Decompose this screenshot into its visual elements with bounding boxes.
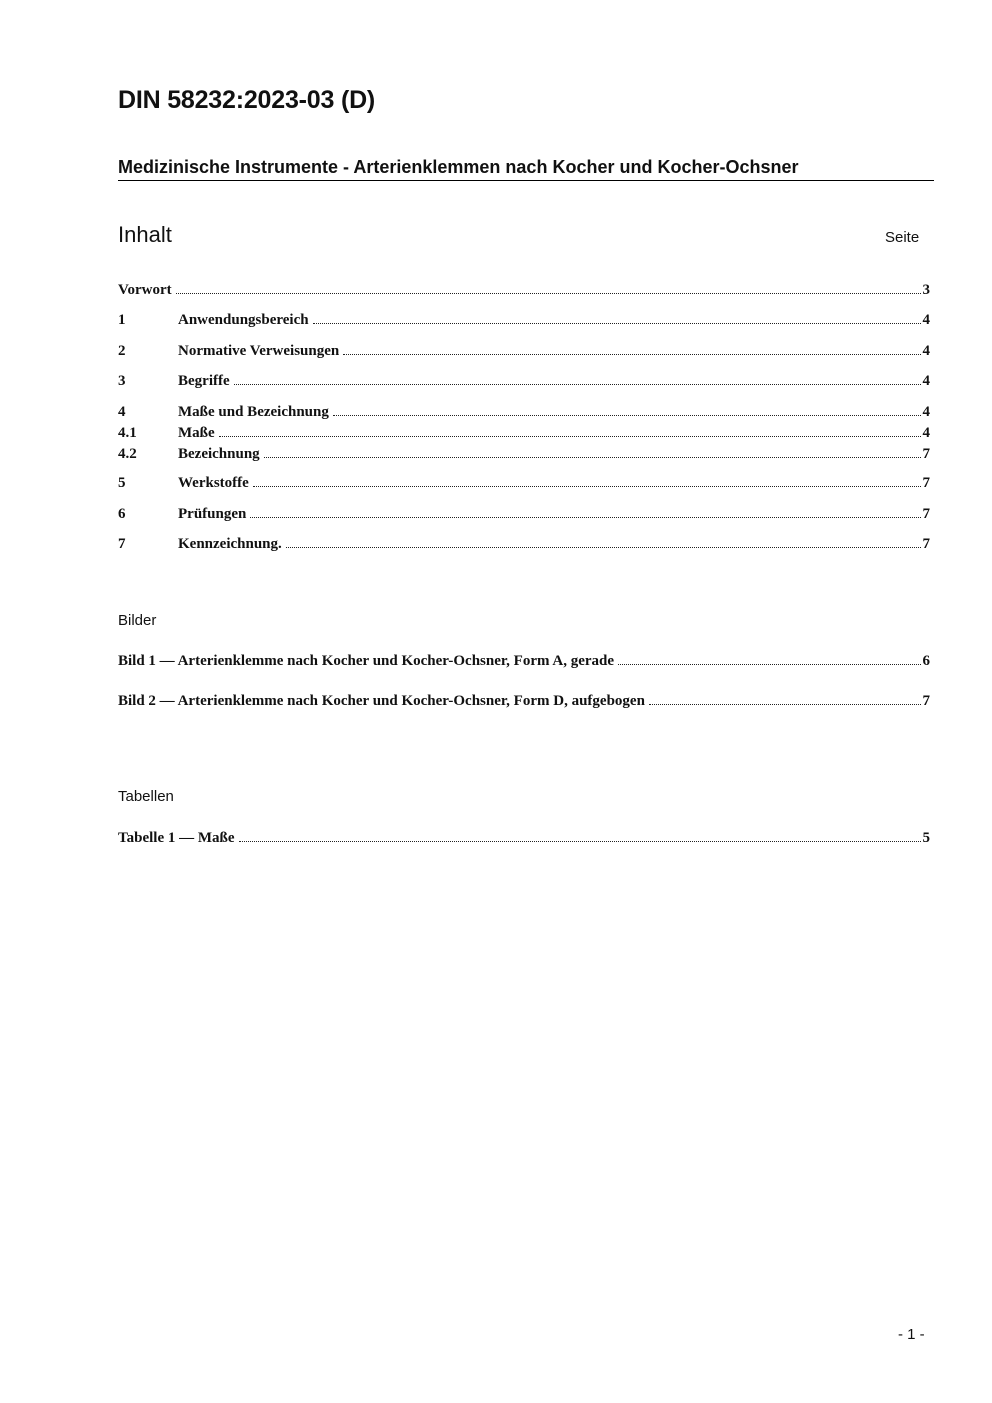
- toc-entry-number: 4.2: [118, 446, 137, 462]
- figure-entry[interactable]: [118, 652, 930, 670]
- toc-entry[interactable]: [118, 403, 930, 421]
- dot-leader: [286, 546, 921, 548]
- toc-entry-number: 4.1: [118, 425, 137, 441]
- toc-entry-title: Anwendungsbereich: [178, 312, 309, 328]
- figure-entry-title: Bild 2 — Arterienklemme nach Kocher und Kocher-Ochsner, Form D, aufgebogen: [118, 693, 645, 709]
- toc-entry-page: 4: [922, 343, 930, 359]
- page-column-label: Seite: [885, 229, 920, 246]
- toc-entry-title: Vorwort: [118, 282, 172, 298]
- dot-leader: [333, 414, 921, 416]
- dot-leader: [313, 322, 921, 324]
- toc-entry[interactable]: [118, 281, 930, 299]
- toc-entry[interactable]: [118, 372, 930, 390]
- table-entry[interactable]: [118, 829, 930, 847]
- toc-entry-page: 7: [922, 506, 930, 522]
- toc-entry[interactable]: [118, 342, 930, 360]
- toc-entry-title: Werkstoffe: [178, 475, 249, 491]
- dot-leader: [618, 663, 920, 665]
- figure-entry-page: 7: [922, 693, 930, 709]
- dot-leader: [264, 456, 921, 458]
- dot-leader: [343, 353, 920, 355]
- toc-entry-title: Bezeichnung: [178, 446, 260, 462]
- toc-entry-number: 2: [118, 343, 126, 359]
- toc-entry-number: 4: [118, 404, 126, 420]
- toc-entry-title: Kennzeichnung.: [178, 536, 282, 552]
- dot-leader: [239, 840, 921, 842]
- toc-entry[interactable]: [118, 474, 930, 492]
- toc-entry-number: 1: [118, 312, 126, 328]
- toc-entry-title: Maße: [178, 425, 215, 441]
- toc-entry-page: 7: [922, 446, 930, 462]
- toc-entry-title: Prüfungen: [178, 506, 247, 522]
- toc-entry[interactable]: [118, 535, 930, 553]
- dot-leader: [253, 485, 921, 487]
- toc-entry-number: 3: [118, 373, 126, 389]
- figure-entry-page: 6: [922, 653, 930, 669]
- figure-entry-title: Bild 1 — Arterienklemme nach Kocher und Kocher-Ochsner, Form A, gerade: [118, 653, 615, 669]
- table-entry-page: 5: [922, 830, 930, 846]
- tables-heading: Tabellen: [118, 788, 174, 805]
- dot-leader: [176, 292, 921, 294]
- toc-heading: Inhalt: [118, 222, 172, 247]
- page-number: - 1 -: [898, 1326, 925, 1343]
- toc-entry-page: 4: [922, 425, 930, 441]
- toc-entry-number: 6: [118, 506, 126, 522]
- toc-entry[interactable]: [118, 445, 930, 463]
- document-subtitle: Medizinische Instrumente - Arterienklemmen nach Kocher und Kocher-Ochsner: [118, 157, 934, 181]
- figure-entry[interactable]: [118, 692, 930, 710]
- toc-entry-page: 4: [922, 404, 930, 420]
- toc-entry-number: 7: [118, 536, 126, 552]
- toc-entry[interactable]: [118, 505, 930, 523]
- toc-entry-title: Normative Verweisungen: [178, 343, 340, 359]
- toc-entry-page: 3: [922, 282, 930, 298]
- toc-entry-title: Begriffe: [178, 373, 230, 389]
- toc-entry-page: 7: [922, 536, 930, 552]
- toc-entry-page: 4: [922, 312, 930, 328]
- dot-leader: [250, 516, 920, 518]
- toc-entry-number: 5: [118, 475, 126, 491]
- dot-leader: [234, 383, 921, 385]
- toc-entry[interactable]: [118, 424, 930, 442]
- table-entry-title: Tabelle 1 — Maße: [118, 830, 235, 846]
- figures-heading: Bilder: [118, 612, 157, 629]
- toc-entry-title: Maße und Bezeichnung: [178, 404, 329, 420]
- dot-leader: [649, 703, 921, 705]
- dot-leader: [219, 435, 921, 437]
- toc-entry-page: 4: [922, 373, 930, 389]
- toc-entry-page: 7: [922, 475, 930, 491]
- toc-entry[interactable]: [118, 311, 930, 329]
- document-id: DIN 58232:2023-03 (D): [118, 86, 376, 114]
